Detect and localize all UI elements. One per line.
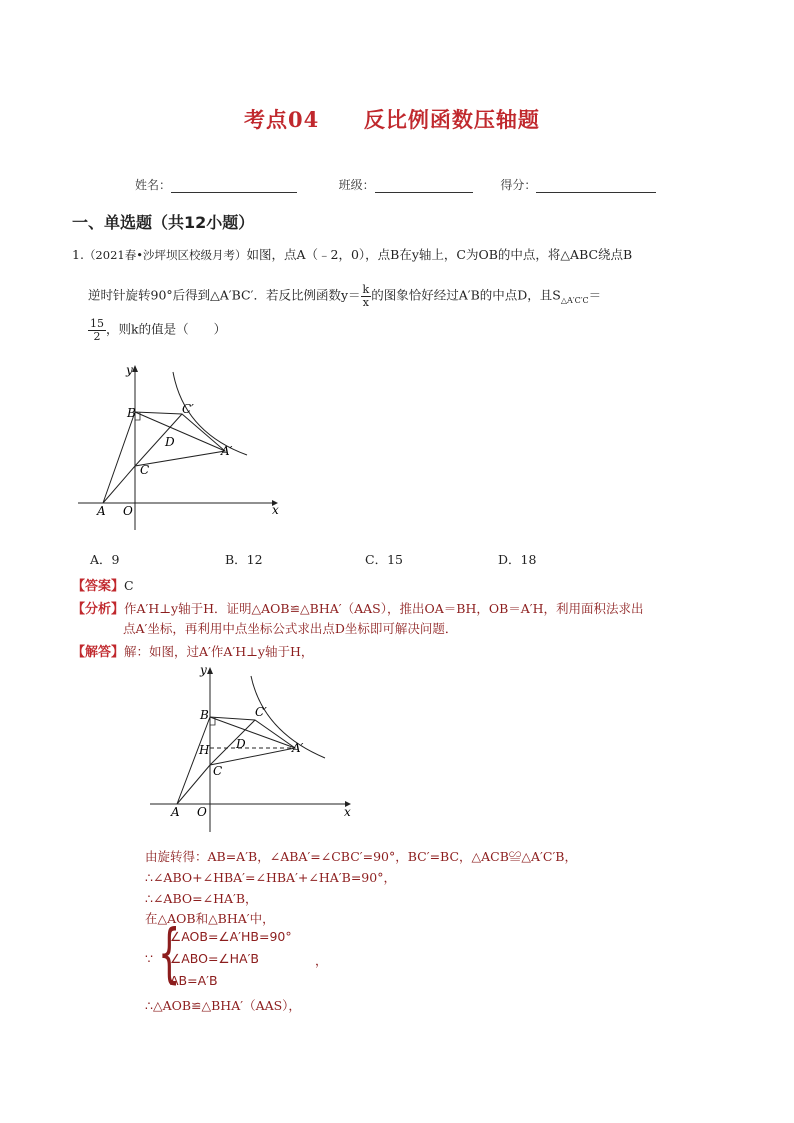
because-symbol: ∵ [145, 951, 153, 966]
title-code: 考点04 [244, 107, 320, 132]
class-blank[interactable] [375, 178, 473, 193]
fraction-k-over-x: $\frac{k}{x}$ [362, 283, 370, 309]
system-eq-3: AB=A′B [170, 973, 218, 988]
answer-value: C [124, 578, 134, 593]
fig2-label-y: y [200, 663, 207, 677]
page-title [244, 104, 540, 134]
name-blank[interactable] [171, 178, 297, 193]
fig2-label-A-prime: A′ [292, 741, 304, 755]
fig2-label-C-prime: C′ [255, 705, 267, 719]
analysis-line-1 [72, 598, 644, 617]
fig1-label-x: x [272, 503, 279, 517]
score-label: 得分： [500, 178, 537, 192]
title-text: 反比例函数压轴题 [363, 107, 540, 132]
solution-line [72, 641, 313, 660]
name-label: 姓名： [135, 178, 172, 192]
figure-2 [145, 662, 365, 834]
question-text-1: 如图，点A（﹣2，0），点B在y轴上，C为OB的中点，将△ABC绕点B [246, 247, 633, 262]
fig2-label-H: H [199, 743, 210, 757]
info-line [135, 176, 656, 193]
area-subscript: △A′C′C [560, 296, 589, 306]
solution-conclusion: ∴△AOB≌△BHA′（AAS）， [145, 998, 301, 1013]
fig2-label-D: D [236, 737, 246, 751]
system-eq-1: ∠AOB=∠A′HB=90° [170, 929, 292, 944]
solution-step-2: ∴∠ABO+∠HBA′=∠HBA′+∠HA′B=90°， [145, 870, 396, 885]
fig1-label-O: O [123, 504, 133, 518]
fig1-label-y: y [126, 363, 133, 377]
solution-step-3: ∴∠ABO=∠HA′B， [145, 891, 258, 906]
option-d[interactable]: D．18 [498, 552, 537, 567]
class-label: 班级： [338, 178, 375, 192]
question-text-2a: 逆时针旋转90°后得到△A′BC′．若反比例函数y＝ [88, 287, 361, 303]
fig2-label-x: x [344, 805, 351, 819]
analysis-tag: 【分析】 [72, 602, 125, 617]
fig2-label-O: O [197, 805, 207, 819]
left-brace: { [158, 917, 181, 991]
fig1-label-A: A [97, 504, 106, 518]
question-text-3: ，则k的值是（ ） [106, 321, 227, 337]
fig2-label-C: C [213, 764, 223, 778]
option-b[interactable]: B．12 [225, 552, 263, 567]
option-a[interactable]: A．9 [90, 552, 120, 567]
question-line-3 [88, 318, 226, 342]
solution-step-1: 由旋转得：AB=A′B，∠ABA′=∠CBC′=90°，BC′=BC，△ACB≌△A′C′B， [145, 849, 577, 864]
score-blank[interactable] [536, 178, 656, 193]
fig1-label-C-prime: C′ [182, 402, 194, 416]
question-text-2c: ＝ [588, 287, 602, 303]
analysis-text-1: 作A′H⊥y轴于H．证明△AOB≌△BHA′（AAS），推出OA＝BH，OB＝A′H，利用面积法求出 [124, 601, 644, 616]
figure-1 [72, 360, 292, 530]
option-c[interactable]: C．15 [365, 552, 403, 567]
fig2-label-A: A [171, 805, 180, 819]
question-line-1 [72, 249, 632, 262]
answer-line [72, 575, 134, 594]
analysis-line-2: 点A′坐标，再利用中点坐标公式求出点D坐标即可解决问题． [123, 621, 458, 636]
system-eq-2: ∠ABO=∠HA′B [170, 951, 259, 966]
question-text-2b: 的图象恰好经过A′B的中点D，且S [371, 287, 561, 303]
fig2-label-B: B [200, 708, 209, 722]
solution-step-4: 在△AOB和△BHA′中， [145, 911, 275, 926]
question-line-2 [88, 284, 601, 308]
fraction-15-over-2: $\frac{15}{2}$ [90, 317, 104, 343]
solution-tag: 【解答】 [72, 645, 125, 660]
solution-intro: 解：如图，过A′作A′H⊥y轴于H， [124, 644, 314, 659]
question-source: （2021春•沙坪坝区校级月考） [83, 248, 247, 262]
system-comma: ， [315, 953, 328, 968]
fig1-label-B: B [127, 406, 136, 420]
fig1-label-D: D [165, 435, 175, 449]
fig1-label-C: C [140, 463, 150, 477]
answer-tag: 【答案】 [72, 579, 125, 594]
section-title: 一、单选题（共12小题） [72, 213, 255, 232]
question-number: 1. [72, 247, 84, 262]
fig1-label-A-prime: A′ [221, 444, 233, 458]
